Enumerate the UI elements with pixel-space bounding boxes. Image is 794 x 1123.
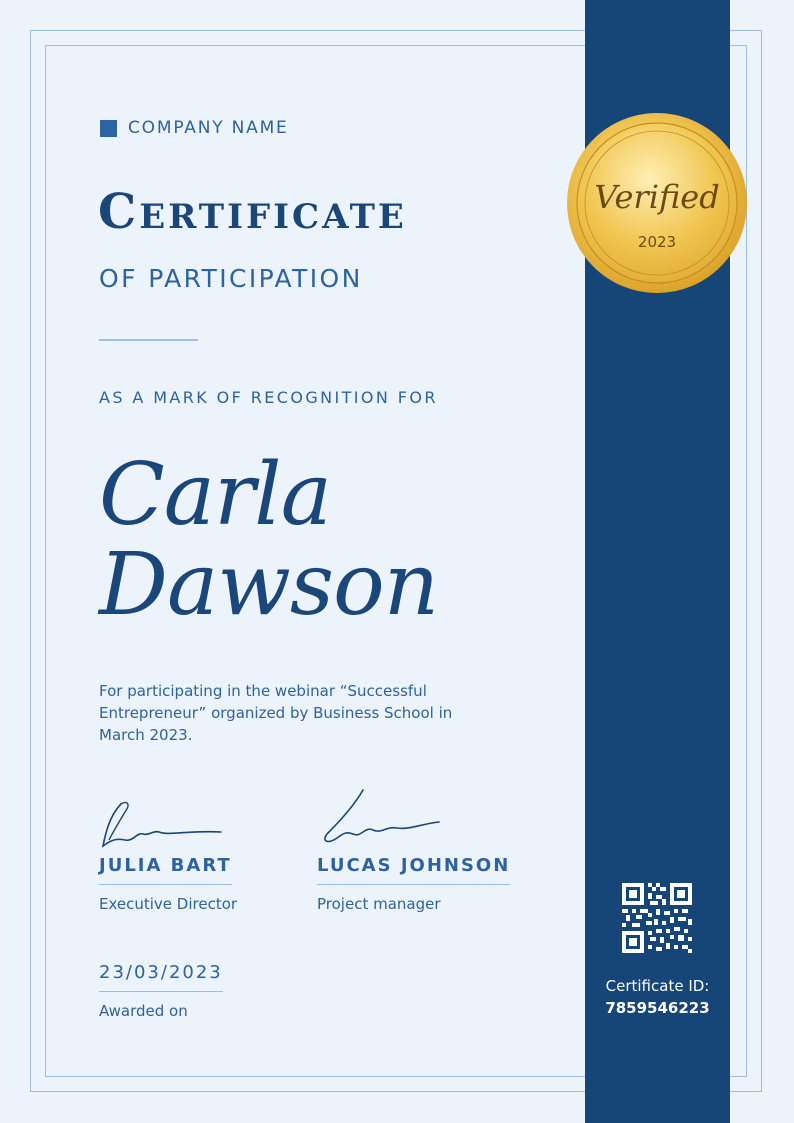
- certificate-id-label: Certificate ID:: [605, 977, 710, 995]
- seal-year: 2023: [637, 233, 677, 251]
- award-date: 23/03/2023: [99, 962, 223, 992]
- signature-icon: [317, 786, 447, 851]
- certificate-title: Certificate: [98, 184, 407, 240]
- certificate-description: For participating in the webinar “Successful Entrepreneur” organized by Business School in March 2023.: [99, 682, 453, 744]
- divider: [99, 339, 198, 341]
- signer-name: LUCAS JOHNSON: [317, 855, 510, 885]
- recipient-name: Carla Dawson: [99, 445, 439, 636]
- signer-role: Project manager: [317, 895, 441, 913]
- award-label: Awarded on: [99, 1002, 188, 1020]
- seal-verified-text: Verified: [594, 178, 720, 216]
- signatory-julia: [99, 796, 237, 913]
- qr-code-icon: [622, 883, 692, 953]
- signer-role: Executive Director: [99, 895, 238, 913]
- square-logo-icon: [100, 120, 117, 137]
- signature-icon: [99, 796, 229, 851]
- company-name: COMPANY NAME: [128, 118, 289, 138]
- certificate-id-value: 7859546223: [605, 999, 710, 1017]
- gold-verified-seal-icon: [566, 112, 748, 294]
- recognition-line: AS A MARK OF RECOGNITION FOR: [99, 388, 438, 407]
- company-header: [100, 118, 289, 138]
- signatory-lucas: [317, 786, 510, 913]
- signer-name: JULIA BART: [99, 855, 232, 885]
- award-date-block: [99, 962, 223, 1020]
- certificate-subtitle: OF PARTICIPATION: [99, 264, 363, 293]
